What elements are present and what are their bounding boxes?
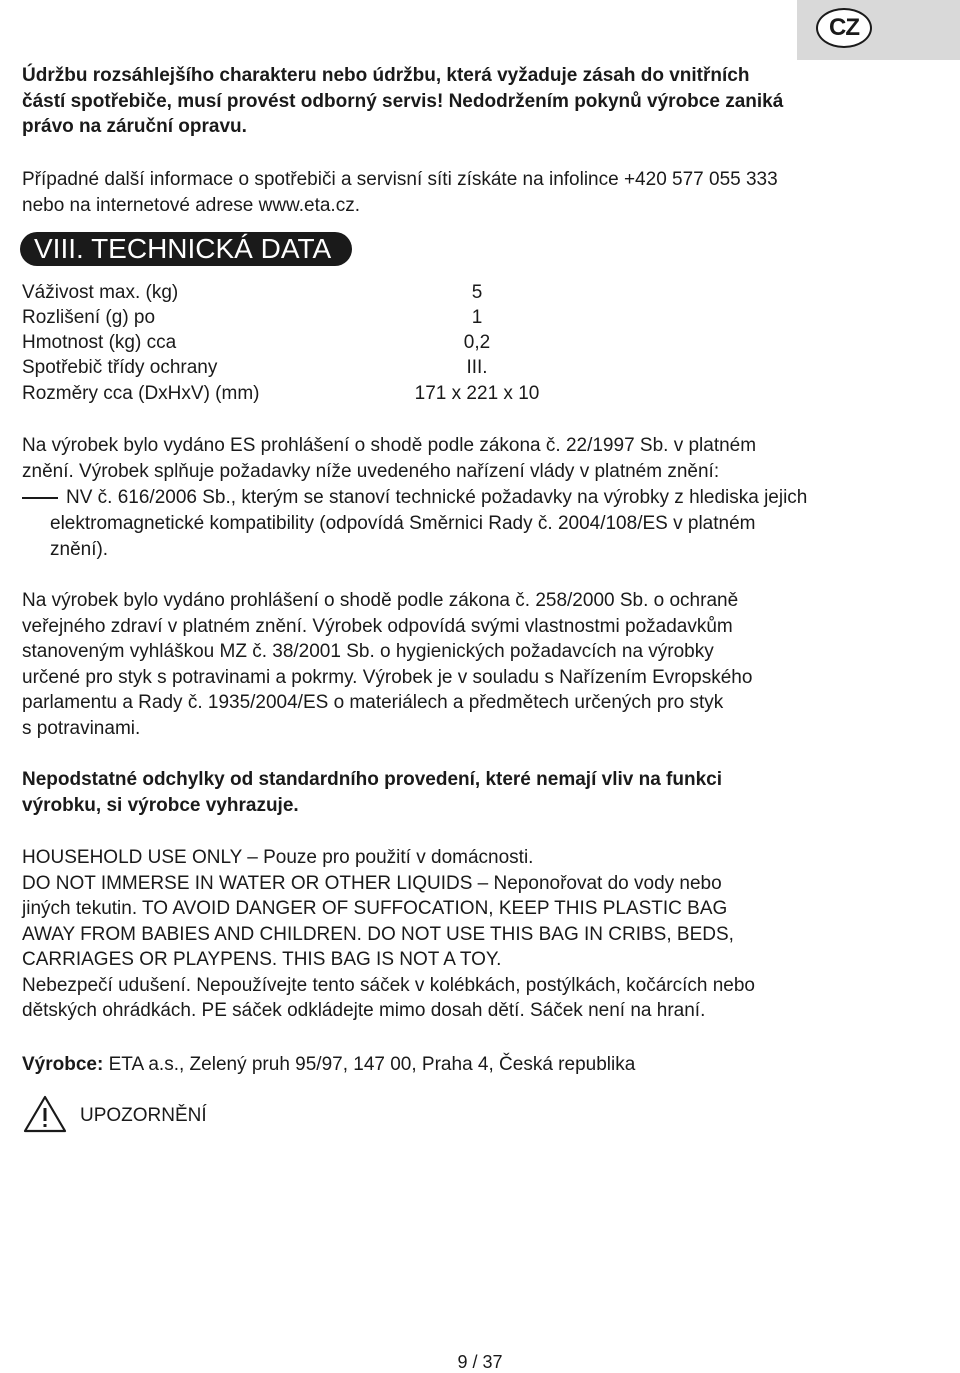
spec-row bbox=[22, 330, 662, 356]
health-declaration: Na výrobek bylo vydáno prohlášení o shodě podle zákona č. 258/2000 Sb. o ochraně veřejného zdraví v platném znění. Výrobek odpovídá svými vlastnostmi požadavkům stanoveným vyhláškou MZ č. 38/2001 Sb. o hygienických požadavcích na výrobky určené pro styk s potravinami a pokrmy. Výrobek je v souladu s Nařízením Evropského parlamentu a Rady č. 1935/2004/ES o materiálech a předmětech určených pro styk s potravinami. bbox=[22, 590, 753, 739]
spec-label: Spotřebič třídy ochrany bbox=[22, 357, 218, 378]
nv-item: NV č. 616/2006 Sb., kterým se stanoví technické požadavky na výrobky z hlediska jejich bbox=[22, 485, 807, 511]
safety-warnings: HOUSEHOLD USE ONLY – Pouze pro použití v domácnosti. DO NOT IMMERSE IN WATER OR OTHER LIQUIDS – Neponořovat do vody nebo jiných tekutin. TO AVOID DANGER OF SUFFOCATION, KEEP THIS PLASTIC BAG AWAY FROM BABIES AND CHILDREN. DO NOT USE THIS BAG IN CRIBS, BEDS, CARRIAGES OR PLAYPENS. THIS BAG IS NOT A TOY. Nebezpečí udušení. Nepoužívejte tento sáček v kolébkách, postýlkách, kočárcích nebo dětských ohrádkách. PE sáček odkládejte mimo dosah dětí. Sáček není na hraní. bbox=[22, 847, 755, 1021]
info-text: Případné další informace o spotřebiči a servisní síti získáte na infolince +420 577 055 333 nebo na internetové adrese www.eta.cz. bbox=[22, 169, 778, 216]
spec-value: III. bbox=[466, 357, 488, 378]
spec-value: 171 x 221 x 10 bbox=[414, 383, 540, 404]
spec-row bbox=[22, 355, 662, 381]
nv-continuation: elektromagnetické kompatibility (odpovídá Směrnici Rady č. 2004/108/ES v platném znění). bbox=[50, 513, 756, 560]
spec-label: Rozměry cca (DxHxV) (mm) bbox=[22, 383, 260, 404]
spec-value: 5 bbox=[471, 282, 483, 303]
spec-value: 1 bbox=[471, 307, 483, 328]
language-badge: CZ bbox=[816, 8, 872, 48]
dash-bullet bbox=[22, 497, 58, 499]
manufacturer-address: Výrobce: ETA a.s., Zelený pruh 95/97, 147 00, Praha 4, Česká republika bbox=[22, 1054, 636, 1075]
spec-row bbox=[22, 280, 662, 306]
page-number: 9 / 37 bbox=[457, 1352, 503, 1372]
manufacturer-reserve: Nepodstatné odchylky od standardního provedení, které nemají vliv na funkci výrobku, si výrobce vyhrazuje. bbox=[22, 769, 722, 816]
spec-label: Rozlišení (g) po bbox=[22, 307, 156, 328]
spec-label: Váživost max. (kg) bbox=[22, 282, 179, 303]
service-text: Údržbu rozsáhlejšího charakteru nebo údržbu, která vyžaduje zásah do vnitřních částí spotřebiče, musí provést odborný servis! Nedodržením pokynů výrobce zaniká právo na záruční opravu. bbox=[22, 65, 784, 137]
caution-label: UPOZORNĚNÍ bbox=[80, 1105, 207, 1126]
spec-row bbox=[22, 381, 662, 407]
spec-label: Hmotnost (kg) cca bbox=[22, 332, 177, 353]
warning-triangle-icon bbox=[22, 1094, 68, 1134]
es-declaration: Na výrobek bylo vydáno ES prohlášení o shodě podle zákona č. 22/1997 Sb. v platném znění. Výrobek splňuje požadavky níže uvedeného nařízení vlády v platném znění: bbox=[22, 435, 757, 482]
section-title: VIII. TECHNICKÁ DATA bbox=[20, 232, 352, 266]
spec-row bbox=[22, 305, 662, 331]
spec-value: 0,2 bbox=[463, 332, 491, 353]
